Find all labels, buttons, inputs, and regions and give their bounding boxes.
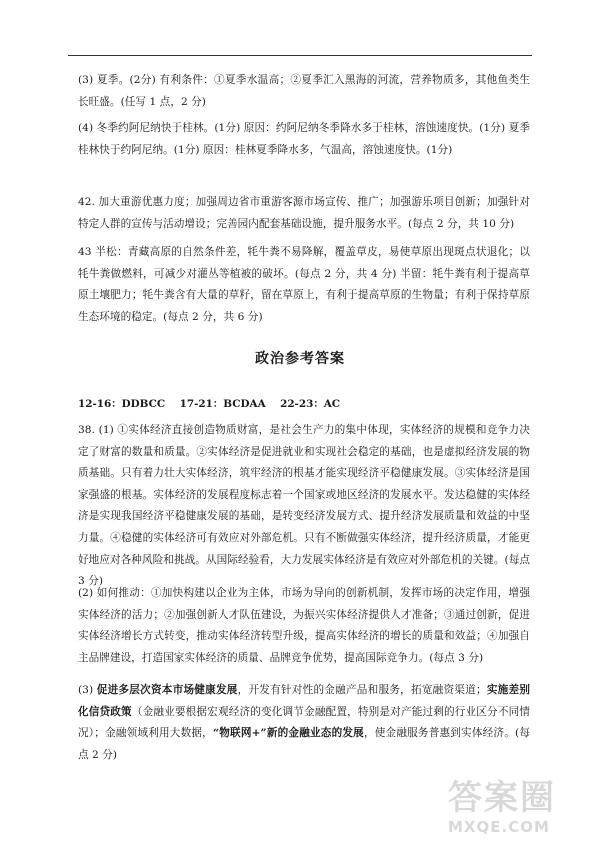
answer-42: 42. 加大重游优惠力度；加强周边省市重游客源市场宣传、推广；加强游乐项目创新；加强针对特定人群的宣传与活动增设；完善园内配套基础设施，提升服务水平。(每点 2 分，共 10 分): [78, 196, 530, 230]
answer-38-3-text-4: ，使金融服务普惠到实体经济。(每点 2 分): [78, 727, 530, 761]
header-rule: [68, 55, 532, 56]
answer-38-3: [78, 680, 530, 766]
answer-38-3-text-3: （金融业要根据宏观经济的变化调节金融配置，特别是对产能过剩的行业区分不同情况）；金融领域利用大数据，: [78, 705, 530, 740]
answer-43: 43 半松：青藏高原的自然条件差，牦牛粪不易降解，覆盖草皮，易使草原出现斑点状退化；以牦牛粪做燃料，可减少对灌丛等植被的破坏。(每点 2 分，共 4 分) 半留：牦牛粪有利于提高草原土壤肥力；牦牛粪含有大量的草籽，留在草原上，有利于提高草原的生物量；有利于保持草原生态环境的稳定。(每点 2 分，共 6 分): [78, 246, 530, 323]
answer-38-3-text-2: ，开发有针对性的金融产品和服务，拓宽融资渠道；: [237, 684, 487, 696]
answer-38-3-bold-1: 促进多层次资本市场健康发展: [96, 684, 238, 696]
answer-41-3: (3) 夏季。(2分) 有利条件：①夏季水温高；②夏季汇入黑海的河流，营养物质多，其他鱼类生长旺盛。(任写 1 点，2 分): [78, 74, 530, 108]
answer-38-3-bold-3: “物联网+”新的金融业态的发展: [212, 727, 364, 740]
watermark: [448, 778, 578, 840]
answer-38-3-text-1: (3): [78, 684, 97, 696]
answer-38-2: (2) 如何推动：①加快构建以企业为主体，市场为导向的创新机制，发挥市场的决定作用，增强实体经济的活力；②加强创新人才队伍建设，为振兴实体经济提供人才准备；③通过创新，促进实体经济增长方式转变，推动实体经济转型升级，提高实体经济的增长的质量和效益；④加强自主品牌建设，打造国家实体经济的质量、品牌竞争优势，提高国际竞争力。(每点 3 分): [78, 587, 530, 664]
multiple-choice-answers: 12-16：DDBCC 17-21：BCDAA 22-23：AC: [78, 398, 341, 410]
watermark-url: MXQE.COM: [448, 818, 550, 836]
answer-38-3-bold-2: 实施差别化信贷政策: [78, 684, 530, 718]
answer-38-1: 38. (1) ①实体经济直接创造物质财富，是社会生产力的集中体现，实体经济的规模和竞争力决定了财富的数量和质量。②实体经济是促进就业和实现社会稳定的基础，也是虚拟经济发展的物质基础。只有着力壮大实体经济，筑牢经济的根基才能实现经济平稳健康发展。③实体经济是国家强盛的根基。实体经济的发展程度标志着一个国家或地区经济的发展水平。发达稳健的实体经济是实现我国经济平稳健康发展的基础，是转变经济发展方式、提升经济发展质量和效益的中坚力量。④稳健的实体经济可有效应对外部危机。只有不断做强实体经济，提升经济质量，才能更好地应对各种风险和挑战。从国际经验看，大力发展实体经济是有效应对外部危机的关键。(每点 3 分): [78, 424, 530, 588]
watermark-logo: 答案圈: [448, 778, 556, 818]
answer-41-4: (4) 冬季约阿尼纳快于桂林。(1分) 原因：约阿尼纳冬季降水多于桂林，溶蚀速度快。(1分) 夏季桂林快于约阿尼纳。(1分) 原因：桂林夏季降水多，气温高，溶蚀速度快。(1分): [78, 122, 530, 156]
politics-title: 政治参考答案: [255, 351, 345, 367]
